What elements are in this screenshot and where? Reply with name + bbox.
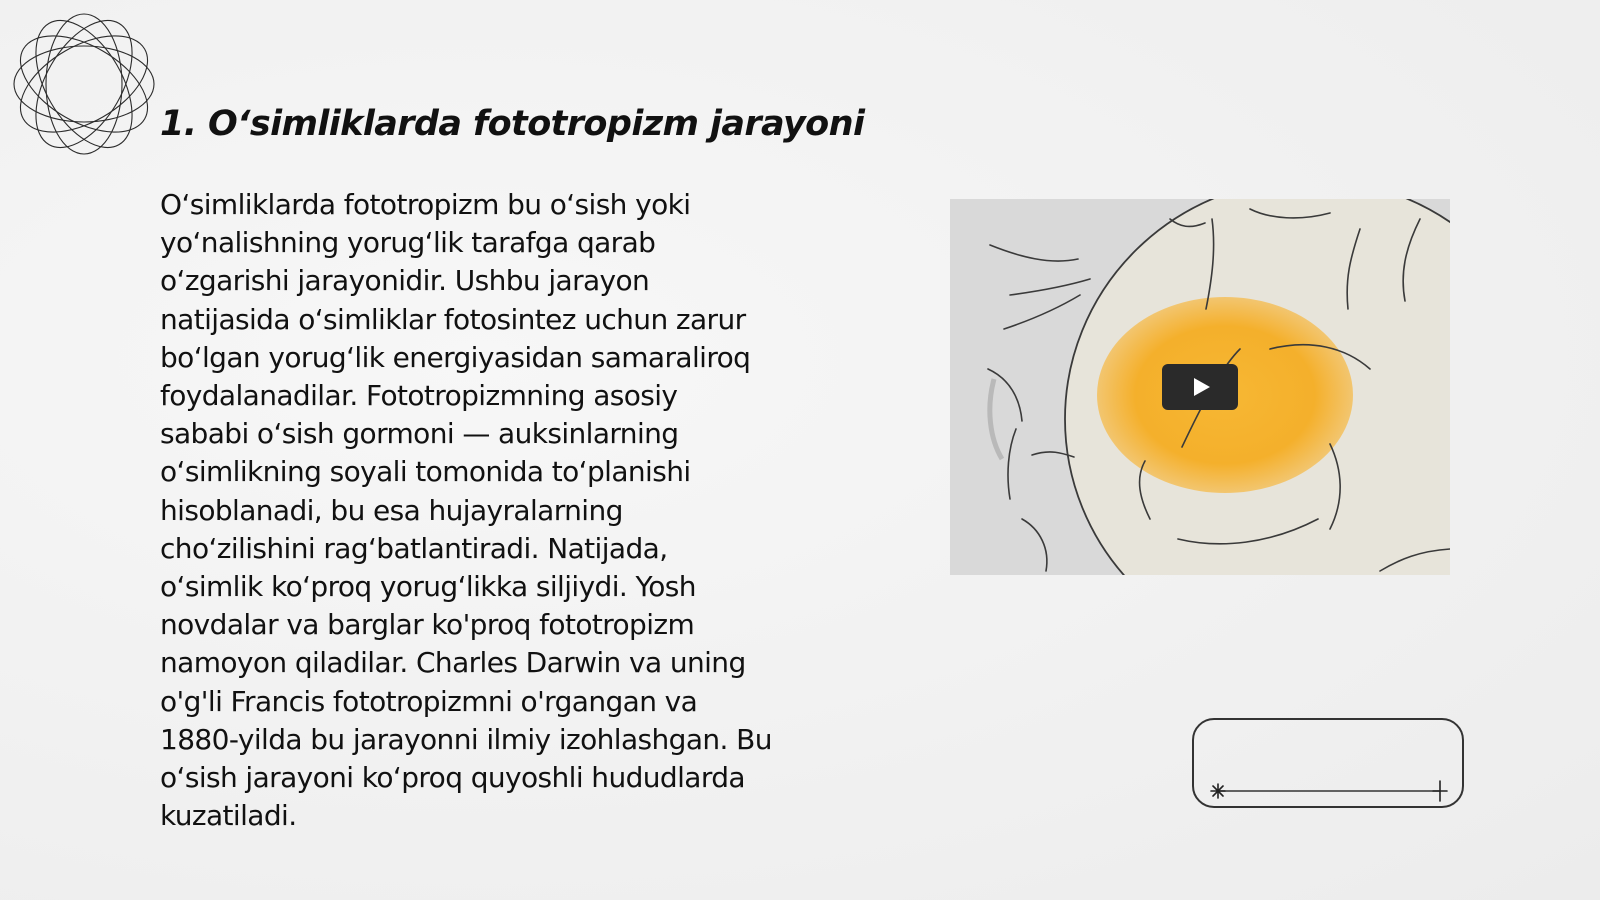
body-line: o'g'li Francis fototropizmni o'rgangan va [160, 684, 698, 718]
body-line: namoyon qiladilar. Charles Darwin va uning [160, 646, 746, 680]
slide-body-text [160, 186, 860, 835]
slide-title: 1. O‘simliklarda fototropizm jarayoni [160, 104, 865, 144]
body-line: foydalanadilar. Fototropizmning asosiy [160, 379, 678, 413]
video-player[interactable] [950, 199, 1450, 575]
decorative-line [1194, 720, 1466, 810]
body-line: sababi o‘sish gormoni — auksinlarning [160, 417, 679, 451]
body-line: o‘simlik ko‘proq yorug‘likka siljiydi. Yosh [160, 570, 696, 604]
body-line: hisoblanadi, bu esa hujayralarning [160, 493, 623, 527]
body-line: natijasida o‘simliklar fotosintez uchun zarur [160, 302, 746, 336]
body-line: o‘zgarishi jarayonidir. Ushbu jarayon [160, 264, 650, 298]
play-icon [1194, 378, 1210, 396]
sparkle-icon [1433, 781, 1447, 801]
body-line: O‘simliklarda fototropizm bu o‘sish yoki [160, 188, 691, 221]
body-line: yo‘nalishning yorug‘lik tarafga qarab [160, 226, 656, 260]
body-line: o‘sish jarayoni ko‘proq quyoshli hududlarda [160, 761, 745, 795]
body-line: bo‘lgan yorug‘lik energiyasidan samaraliroq [160, 340, 751, 374]
spirograph-ornament-icon [10, 10, 158, 158]
body-line: novdalar va barglar ko'proq fototropizm [160, 608, 695, 642]
body-line: o‘simlikning soyali tomonida to‘planishi [160, 455, 691, 489]
decorative-frame [1192, 718, 1464, 808]
body-line: kuzatiladi. [160, 799, 297, 833]
sparkle-icon [1211, 784, 1225, 798]
play-button[interactable] [1162, 364, 1238, 410]
body-line: cho‘zilishini rag‘batlantiradi. Natijada, [160, 531, 668, 565]
body-line: 1880-yilda bu jarayonni ilmiy izohlashgan. Bu [160, 722, 772, 756]
